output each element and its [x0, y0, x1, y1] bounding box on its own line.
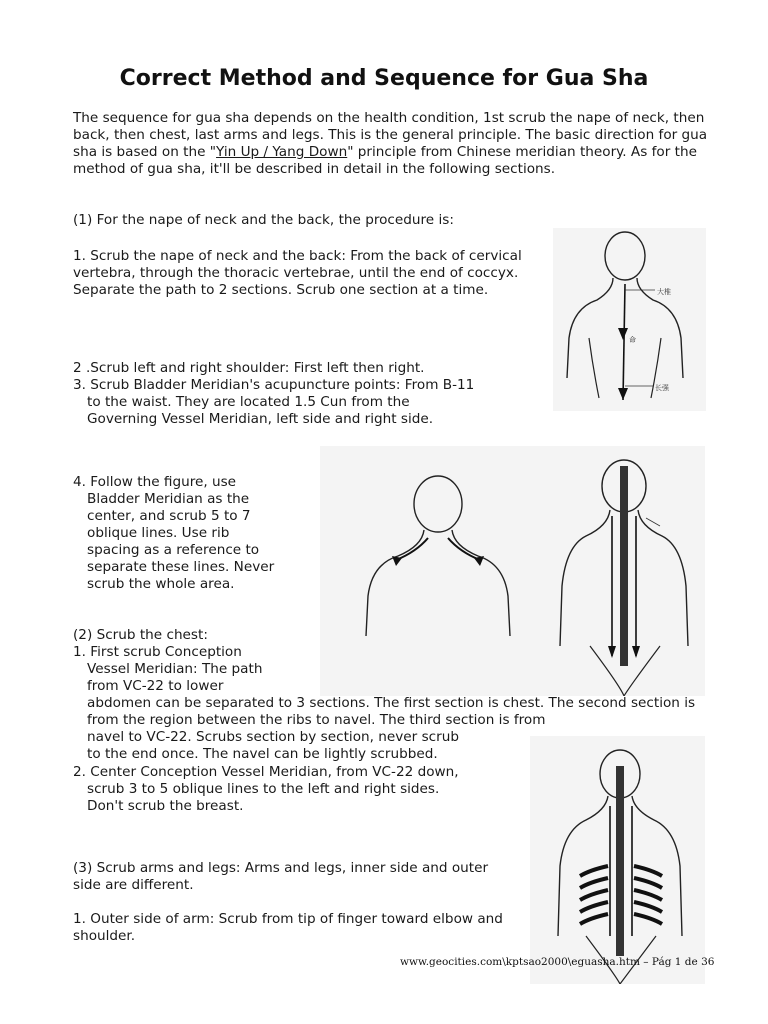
chest-step2-line1: 2. Center Conception Vessel Meridian, from VC-22 down,: [73, 764, 459, 780]
fig1-label-mid: 命: [629, 336, 636, 344]
fig1-label-top: 大椎: [657, 288, 671, 296]
section2-step1-cont3: to the end once. The navel can be lightly scrubbed.: [87, 746, 438, 762]
section2-step1: [73, 644, 313, 695]
chest-step1-line2: Vessel Meridian: The path: [87, 661, 263, 677]
step4-line5: spacing as a reference to: [87, 542, 260, 558]
section2-step1-cont2: navel to VC-22. Scrubs section by section, never scrub: [87, 729, 459, 745]
section3-heading: (3) Scrub arms and legs: Arms and legs, inner side and outer side are different.: [73, 860, 489, 893]
page-footer: www.geocities.com\kptsao2000\eguasha.htm – Pág 1 de 36: [400, 956, 715, 968]
section2-step1-continued: abdomen can be separated to 3 sections. The first section is chest. The second section is from the region between the ribs to navel. The third section is from: [87, 695, 696, 728]
back-spine-illustration: [553, 228, 706, 411]
yin-yang-link[interactable]: Yin Up / Yang Down: [216, 144, 348, 160]
intro-paragraph: [73, 110, 713, 178]
section1-step2: 2 .Scrub left and right shoulder: First left then right.: [73, 360, 425, 376]
back-spine-figure: [553, 228, 706, 411]
step4-line3: center, and scrub 5 to 7: [87, 508, 251, 524]
step3-line1: 3. Scrub Bladder Meridian's acupuncture points: From B-11: [73, 377, 475, 393]
shoulder-back-figure: [320, 446, 705, 696]
step4-line7: scrub the whole area.: [87, 576, 235, 592]
step4-line1: 4. Follow the figure, use: [73, 474, 237, 490]
step4-line2: Bladder Meridian as the: [87, 491, 250, 507]
chest-step1-line1: 1. First scrub Conception: [73, 644, 242, 660]
step3-line2: to the waist. They are located 1.5 Cun from the: [87, 394, 410, 410]
section1-heading: (1) For the nape of neck and the back, the procedure is:: [73, 212, 454, 228]
section2-heading: (2) Scrub the chest:: [73, 627, 208, 643]
section1-step1: 1. Scrub the nape of neck and the back: From the back of cervical vertebra, through the thoracic vertebrae, until the end of coccyx. Separate the path to 2 sections. Scrub one section at a time.: [73, 248, 522, 298]
page-title: Correct Method and Sequence for Gua Sha: [119, 66, 649, 91]
section1-step3: [73, 377, 543, 428]
intro-text-start: The sequence for gua sha depends on the health condition, 1st scrub the nape of neck, then back, then chest, last arms and legs. This is the general principle. The basic direction for gua sha is based on the ": [73, 110, 708, 160]
chest-step2-line2: scrub 3 to 5 oblique lines to the left and right sides.: [87, 781, 440, 797]
fig1-label-bottom: 长强: [655, 384, 669, 392]
chest-step2-line3: Don't scrub the breast.: [87, 798, 244, 814]
intro-text-end: " principle from Chinese meridian theory. As for the method of gua sha, it'll be described in detail in the following sections.: [73, 144, 697, 177]
step4-line6: separate these lines. Never: [87, 559, 275, 575]
section1-step4: [73, 474, 313, 593]
rib-lines-illustration: [530, 736, 705, 984]
rib-lines-figure: [530, 736, 705, 984]
section2-step2: [73, 764, 525, 815]
chest-step1-line3: from VC-22 to lower: [87, 678, 224, 694]
section3-step1: 1. Outer side of arm: Scrub from tip of finger toward elbow and shoulder.: [73, 911, 503, 944]
step3-line3: Governing Vessel Meridian, left side and right side.: [87, 411, 434, 427]
shoulder-back-illustration: [320, 446, 705, 696]
step4-line4: oblique lines. Use rib: [87, 525, 230, 541]
